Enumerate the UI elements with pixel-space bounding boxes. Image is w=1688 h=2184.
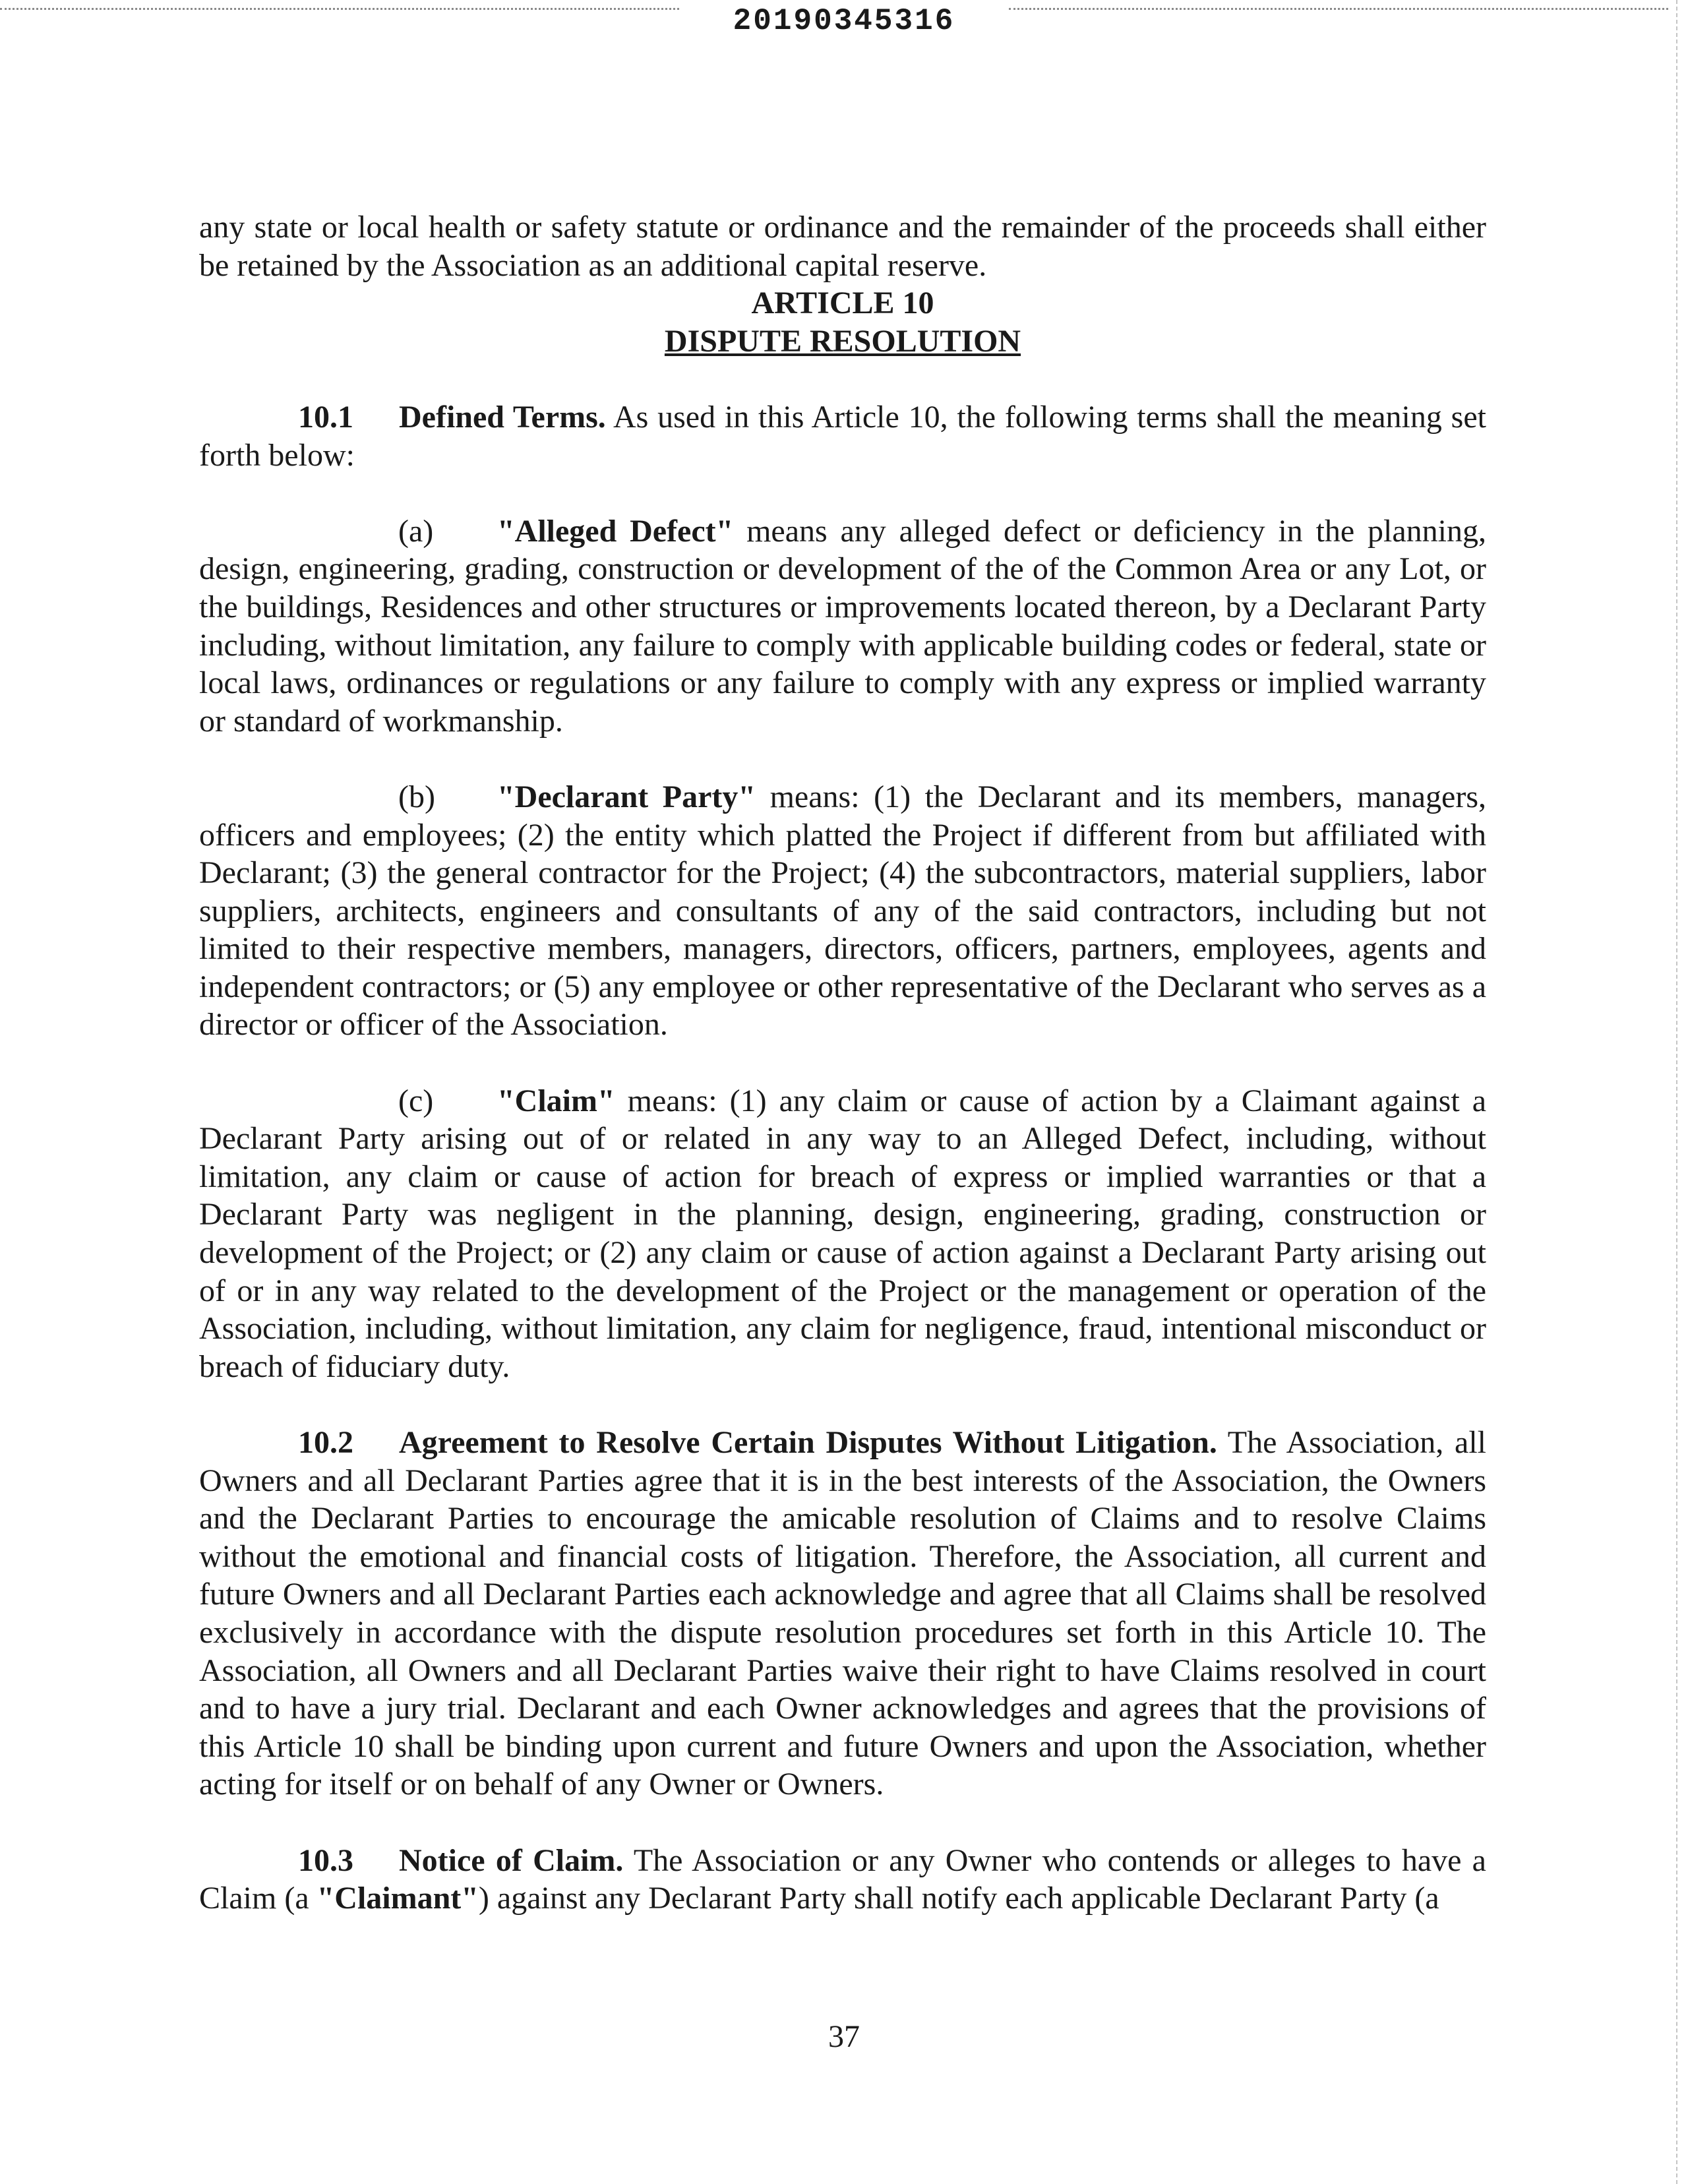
- section-10-1: [199, 398, 1486, 474]
- definition-label: (c): [398, 1083, 434, 1118]
- definition-text: means any alleged defect or deficiency in the planning, design, engineering, grading, construction or development of the of the Common Area or any Lot, or the buildings, Residences and other structures or improvements located thereon, by a Declarant Party including, without limitation, any failure to comply with applicable building codes or federal, state or local laws, ordinances or regulations or any failure to comply with any express or implied warranty or standard of workmanship.: [199, 513, 1487, 739]
- section-heading: Agreement to Resolve Certain Disputes Without Litigation.: [399, 1425, 1217, 1460]
- definition-text: means: (1) the Declarant and its members, managers, officers and employees; (2) the entity which platted the Project if different from but affiliated with Declarant; (3) the general contractor for the Project; (4) the subcontractors, material suppliers, labor suppliers, architects, engineers and consultants of any of the said contractors, including but not limited to their respective members, managers, directors, officers, partners, employees, agents and independent contractors; or (5) any employee or other representative of the Declarant who serves as a director or officer of the Association.: [199, 779, 1487, 1043]
- section-heading: Defined Terms.: [399, 399, 606, 435]
- section-number: 10.3: [298, 1842, 353, 1878]
- page-body: [199, 208, 1486, 1918]
- section-10-3: [199, 1842, 1486, 1918]
- definition-label: (a): [398, 513, 434, 549]
- article-title: DISPUTE RESOLUTION: [664, 323, 1021, 359]
- section-text: The Association, all Owners and all Declarant Parties agree that it is in the best interests of the Association, the Owners and the Declarant Parties to encourage the amicable resolution of Claims and to resolve Claims without the emotional and financial costs of litigation. Therefore, the Association, all current and future Owners and all Declarant Parties each acknowledge and agree that all Claims shall be resolved exclusively in accordance with the dispute resolution procedures set forth in this Article 10. The Association, all Owners and all Declarant Parties waive their right to have Claims resolved in court and to have a jury trial. Declarant and each Owner acknowledges and agrees that the provisions of this Article 10 shall be binding upon current and future Owners and upon the Association, whether acting for itself or on behalf of any Owner or Owners.: [199, 1425, 1486, 1802]
- page-number: 37: [828, 2019, 860, 2054]
- article-number: ARTICLE 10: [751, 286, 934, 321]
- recording-number: 20190345316: [733, 4, 955, 38]
- definition-term: "Declarant Party": [497, 779, 756, 814]
- definition-alleged-defect: [199, 512, 1486, 741]
- definition-text: means: (1) any claim or cause of action by a Claimant against a Declarant Party arising out of or related in any way to an Alleged Defect, including, without limitation, any claim or cause of action for breach of express or implied warranties or that a Declarant Party was negligent in the planning, design, engineering, grading, construction or development of the Project; or (2) any claim or cause of action against a Declarant Party arising out of or in any way related to the development of the Project or the management or operation of the Association, including, without limitation, any claim for negligence, fraud, intentional misconduct or breach of fiduciary duty.: [199, 1083, 1486, 1384]
- section-number: 10.2: [298, 1425, 353, 1460]
- definition-declarant-party: [199, 778, 1486, 1044]
- scan-artifact-right-edge: [1676, 0, 1685, 2184]
- definition-label: (b): [398, 779, 435, 814]
- definition-term: "Alleged Defect": [497, 513, 734, 549]
- defined-term-claimant: "Claimant": [316, 1881, 479, 1916]
- definition-claim: [199, 1082, 1486, 1386]
- section-text-continued: ) against any Declarant Party shall notify each applicable Declarant Party (a: [478, 1881, 1439, 1916]
- section-number: 10.1: [298, 399, 353, 435]
- definition-term: "Claim": [497, 1083, 615, 1118]
- section-text: The Association or any Owner who contends or alleges to have a Claim (a: [199, 1842, 1486, 1916]
- section-text: As used in this Article 10, the following terms shall the meaning set forth below:: [199, 399, 1487, 473]
- section-heading: Notice of Claim.: [399, 1842, 624, 1878]
- section-10-2: [199, 1424, 1486, 1804]
- intro-paragraph: any state or local health or safety statute or ordinance and the remainder of the proceeds shall either be retained by the Association as an additional capital reserve.: [199, 210, 1486, 283]
